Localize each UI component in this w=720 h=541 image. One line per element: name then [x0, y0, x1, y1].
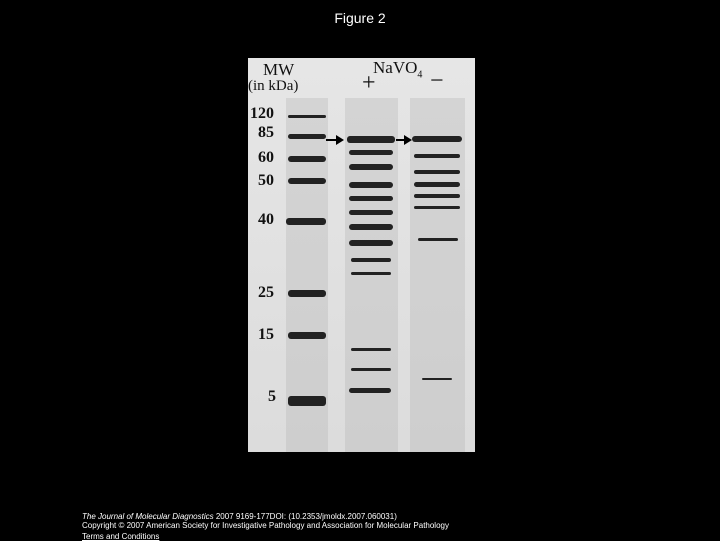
ladder-band [288, 134, 326, 139]
ladder-band [288, 332, 326, 339]
ladder-band [288, 178, 326, 184]
lane-minus-label: − [430, 68, 444, 94]
minus-band [414, 194, 460, 198]
mw-unit-label: (in kDa) [248, 78, 299, 94]
plus-band [349, 182, 393, 188]
plus-band [351, 258, 391, 262]
minus-band [414, 182, 460, 187]
mw-tick-25: 25 [258, 284, 274, 301]
ladder-band [288, 115, 326, 118]
plus-band [349, 210, 393, 215]
plus-band [349, 196, 393, 201]
mw-tick-60: 60 [258, 149, 274, 166]
plus-band [349, 388, 391, 393]
minus-band [422, 378, 452, 380]
arrow-plus-85 [326, 139, 342, 141]
terms-link[interactable]: Terms and Conditions [82, 532, 160, 541]
minus-band [414, 154, 460, 158]
mw-tick-5: 5 [268, 388, 276, 405]
mw-tick-50: 50 [258, 172, 274, 189]
ladder-band [288, 156, 326, 162]
ladder-band [288, 290, 326, 297]
copyright-line: Copyright © 2007 American Society for Investigative Pathology and Association for Molecular Pathology [82, 521, 449, 530]
plus-band [351, 348, 391, 351]
plus-band [351, 272, 391, 275]
plus-band [351, 368, 391, 371]
figure-title: Figure 2 [334, 10, 386, 26]
citation-details: 2007 9169-177DOI: (10.2353/jmoldx.2007.060031) [213, 512, 397, 521]
lane-plus [345, 98, 398, 452]
mw-tick-120: 120 [250, 105, 274, 122]
plus-band [349, 240, 393, 246]
minus-band [414, 170, 460, 174]
mw-label: MW [263, 60, 295, 79]
citation-line [82, 512, 449, 521]
minus-band [418, 238, 458, 241]
citation-footer [82, 512, 449, 530]
treatment-label: NaVO$_4$ [373, 58, 423, 81]
plus-band [349, 164, 393, 170]
minus-band [414, 206, 460, 209]
lane-plus-label: + [362, 70, 376, 96]
mw-tick-15: 15 [258, 326, 274, 343]
mw-tick-40: 40 [258, 211, 274, 228]
minus-band [412, 136, 462, 142]
western-blot-image [248, 58, 475, 452]
arrow-minus-85 [396, 139, 410, 141]
mw-tick-85: 85 [258, 124, 274, 141]
plus-band [349, 224, 393, 230]
ladder-band [288, 396, 326, 406]
ladder-band [286, 218, 326, 225]
lane-minus [410, 98, 465, 452]
plus-band [347, 136, 395, 143]
ladder-lane [286, 98, 328, 452]
plus-band [349, 150, 393, 155]
journal-name: The Journal of Molecular Diagnostics [82, 512, 214, 521]
